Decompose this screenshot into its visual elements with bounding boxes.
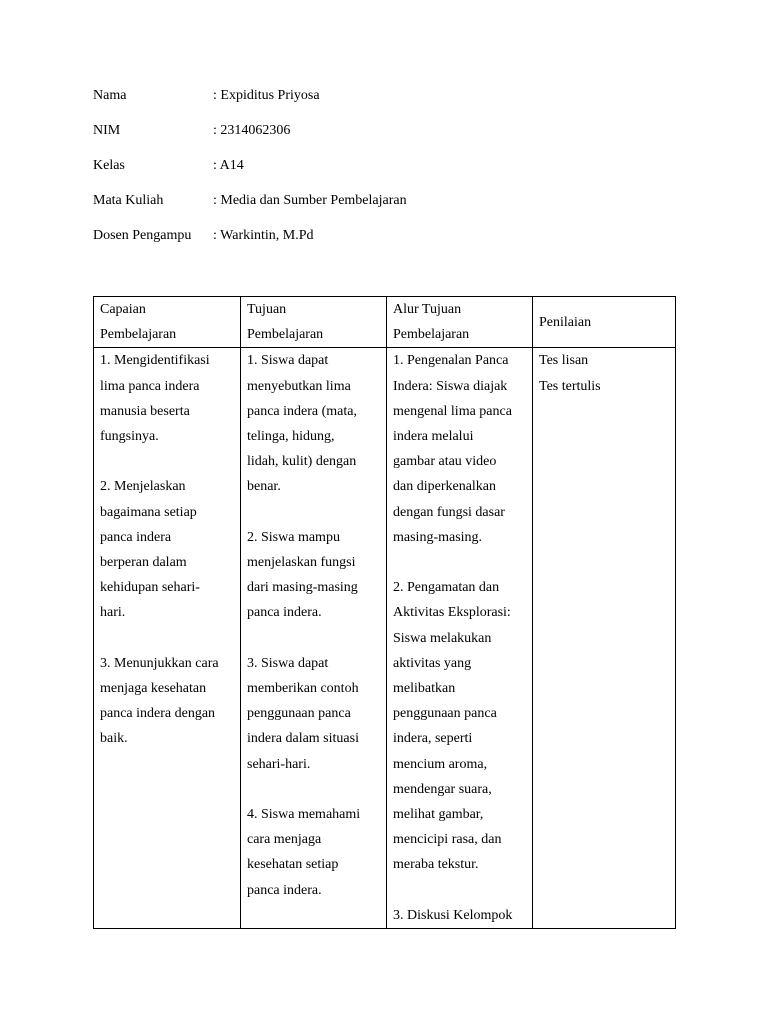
tujuan-line: dari masing-masing: [247, 580, 358, 596]
penilaian-cell: [533, 348, 676, 929]
tujuan-line: panca indera (mata,: [247, 403, 357, 419]
nama-label: Nama: [93, 88, 127, 103]
blank-line: [247, 777, 380, 802]
tujuan-line: 1. Siswa dapat: [247, 353, 329, 369]
alur-line: dengan fungsi dasar: [393, 504, 505, 520]
nama-value: : Expiditus Priyosa: [213, 88, 320, 103]
dosen-label: Dosen Pengampu: [93, 228, 192, 243]
header-capaian-line: Capaian: [100, 302, 146, 317]
capaian-line: 1. Mengidentifikasi: [100, 353, 210, 369]
tujuan-line: menjelaskan fungsi: [247, 555, 356, 571]
alur-line: indera, seperti: [393, 731, 473, 747]
blank-line: [393, 878, 526, 903]
alur-line: Aktivitas Eksplorasi:: [393, 605, 511, 621]
blank-line: [100, 626, 234, 651]
alur-line: 1. Pengenalan Panca: [393, 353, 509, 369]
penilaian-line: Tes lisan: [539, 353, 589, 369]
alur-line: Indera: Siswa diajak: [393, 378, 508, 394]
dosen-value: : Warkintin, M.Pd: [213, 228, 314, 243]
mata-kuliah-value: : Media dan Sumber Pembelajaran: [213, 193, 407, 208]
tujuan-line: memberikan contoh: [247, 681, 359, 697]
table-row: [94, 348, 676, 929]
alur-line: 2. Pengamatan dan: [393, 580, 500, 596]
tujuan-line: kesehatan setiap: [247, 857, 339, 873]
alur-line: masing-masing.: [393, 529, 483, 545]
kelas-label: Kelas: [93, 158, 125, 173]
tujuan-line: panca indera.: [247, 882, 322, 898]
tujuan-line: panca indera.: [247, 605, 322, 621]
tujuan-line: cara menjaga: [247, 832, 322, 848]
capaian-line: hari.: [100, 605, 126, 621]
alur-line: mencicipi rasa, dan: [393, 832, 502, 848]
header-tujuan: [241, 297, 387, 348]
blank-line: [100, 449, 234, 474]
header-tujuan-line: Tujuan: [247, 302, 287, 317]
capaian-line: panca indera: [100, 529, 172, 545]
tujuan-line: telinga, hidung,: [247, 429, 335, 445]
alur-line: mengenal lima panca: [393, 403, 512, 419]
capaian-line: fungsinya.: [100, 429, 159, 445]
capaian-line: manusia beserta: [100, 403, 190, 419]
alur-line: Siswa melakukan: [393, 630, 492, 646]
capaian-line: bagaimana setiap: [100, 504, 197, 520]
tujuan-line: 2. Siswa mampu: [247, 529, 340, 545]
alur-line: penggunaan panca: [393, 706, 497, 722]
blank-line: [247, 626, 380, 651]
penilaian-line: Tes tertulis: [539, 378, 601, 394]
tujuan-line: lidah, kulit) dengan: [247, 454, 357, 470]
alur-line: mencium aroma,: [393, 756, 488, 772]
capaian-cell: [94, 348, 241, 929]
tujuan-cell: [241, 348, 387, 929]
blank-line: [393, 550, 526, 575]
capaian-line: 3. Menunjukkan cara: [100, 655, 219, 671]
alur-cell: [387, 348, 533, 929]
header-alur: [387, 297, 533, 348]
capaian-line: berperan dalam: [100, 555, 187, 571]
capaian-line: baik.: [100, 731, 128, 747]
blank-line: [247, 500, 380, 525]
alur-line: aktivitas yang: [393, 655, 472, 671]
alur-line: mendengar suara,: [393, 781, 492, 797]
header-capaian-line: Pembelajaran: [100, 327, 177, 343]
header-alur-line: Alur Tujuan: [393, 302, 462, 317]
table-header-row: [94, 297, 676, 348]
tujuan-line: 4. Siswa memahami: [247, 807, 361, 823]
alur-line: dan diperkenalkan: [393, 479, 497, 495]
nim-value: : 2314062306: [213, 123, 291, 138]
tujuan-line: sehari-hari.: [247, 756, 311, 772]
mata-kuliah-label: Mata Kuliah: [93, 193, 164, 208]
capaian-line: lima panca indera: [100, 378, 200, 394]
tujuan-line: benar.: [247, 479, 281, 495]
header-penilaian: [533, 297, 676, 348]
capaian-line: menjaga kesehatan: [100, 681, 207, 697]
capaian-line: 2. Menjelaskan: [100, 479, 186, 495]
tujuan-line: menyebutkan lima: [247, 378, 351, 394]
alur-line: melibatkan: [393, 681, 456, 697]
alur-line: 3. Diskusi Kelompok: [393, 907, 513, 923]
header-capaian: [94, 297, 241, 348]
nim-label: NIM: [93, 123, 121, 138]
tujuan-line: penggunaan panca: [247, 706, 351, 722]
kelas-value: : A14: [213, 158, 244, 173]
tujuan-line: indera dalam situasi: [247, 731, 359, 747]
header-tujuan-line: Pembelajaran: [247, 327, 324, 343]
header-alur-line: Pembelajaran: [393, 327, 470, 343]
alur-line: meraba tekstur.: [393, 857, 479, 873]
header-penilaian-line: Penilaian: [539, 314, 592, 330]
alur-line: indera melalui: [393, 429, 474, 445]
capaian-line: kehidupan sehari-: [100, 580, 200, 596]
alur-line: melihat gambar,: [393, 807, 484, 823]
learning-plan-table: [93, 296, 676, 929]
alur-line: gambar atau video: [393, 454, 497, 470]
capaian-line: panca indera dengan: [100, 706, 216, 722]
tujuan-line: 3. Siswa dapat: [247, 655, 329, 671]
